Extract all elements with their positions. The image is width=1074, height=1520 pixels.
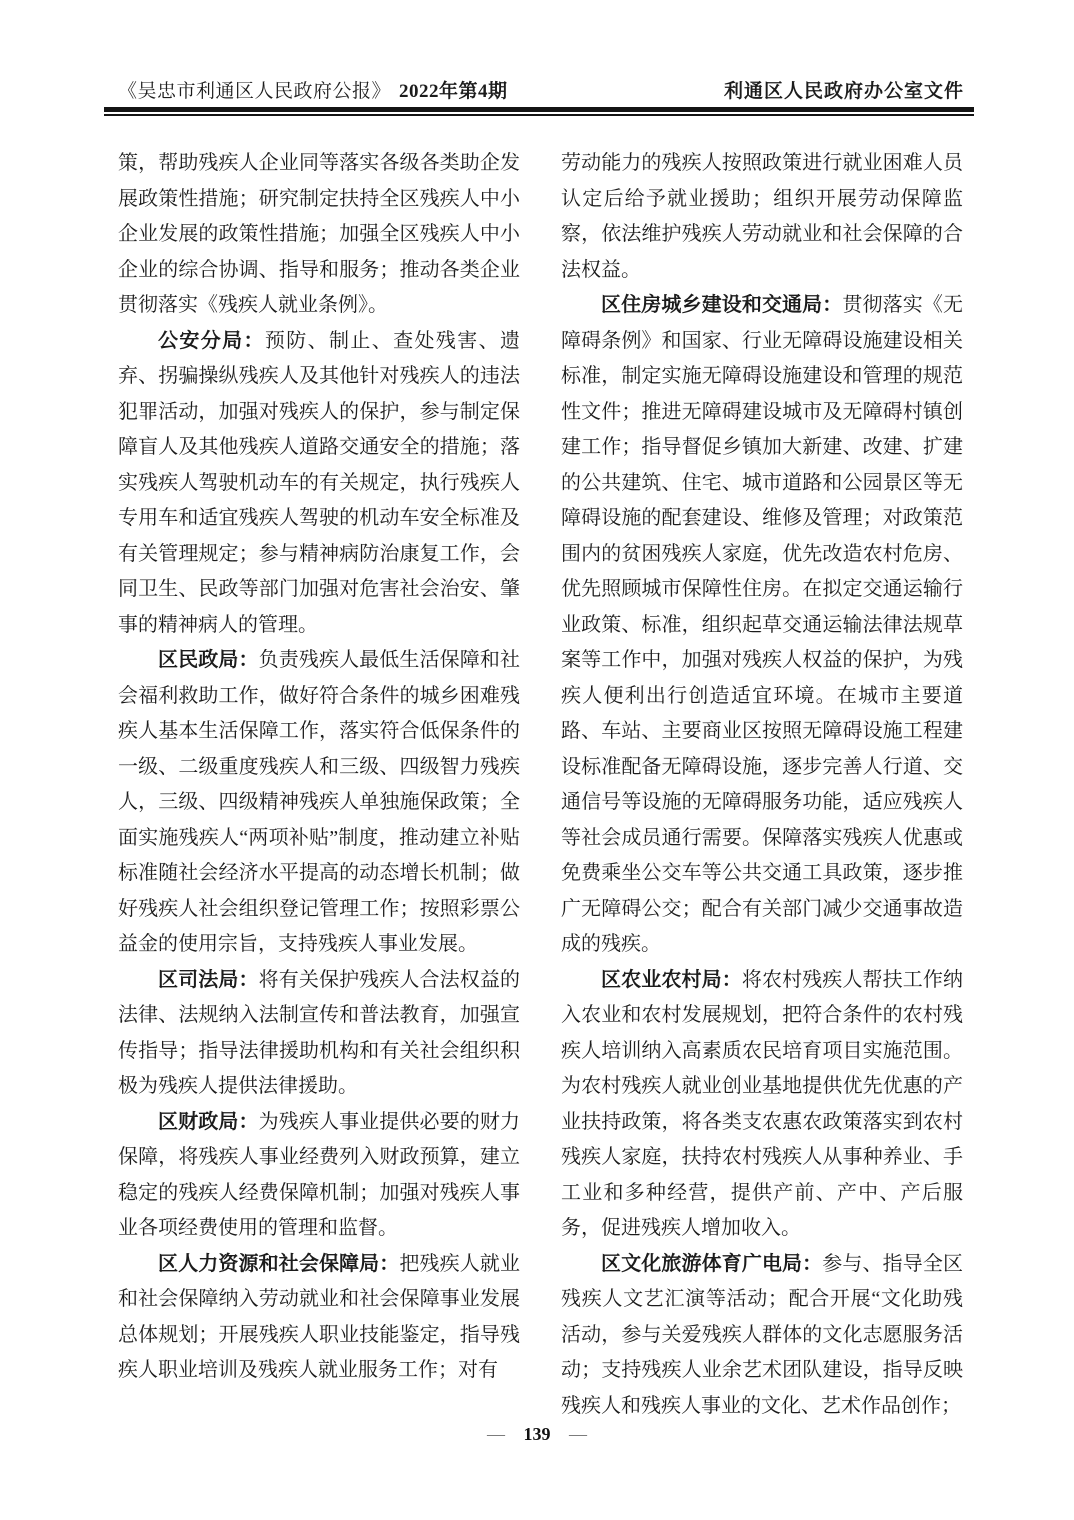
department-label: 区民政局： xyxy=(158,649,259,671)
paragraph-text: 负责残疾人最低生活保障和社会福利救助工作，做好符合条件的城乡困难残疾人基本生活保障工作，落实符合低保条件的一级、二级重度残疾人和三级、四级智力残疾人，三级、四级精神残疾人单独施保政策；全面实施残疾人“两项补贴”制度，推动建立补贴标准随社会经济水平提高的动态增长机制；做好残疾人社会组织登记管理工作；按照彩票公益金的使用宗旨，支持残疾人事业发展。 xyxy=(118,649,521,955)
footer-dash-right: — xyxy=(569,1424,587,1444)
footer-dash-left: — xyxy=(487,1424,505,1444)
paragraph-continuation xyxy=(118,146,520,324)
department-label: 区人力资源和社会保障局： xyxy=(158,1252,400,1275)
paragraph-text: 把残疾人就业和社会保障纳入劳动就业和社会保障事业发展总体规划；开展残疾人职业技能鉴定，指导残疾人职业培训及残疾人就业服务工作；对有 xyxy=(118,1252,521,1381)
paragraph-text: 将有关保护残疾人合法权益的法律、法规纳入法制宣传和普法教育，加强宣传指导；指导法律援助机构和有关社会组织积极为残疾人提供法律援助。 xyxy=(118,968,521,1097)
paragraph-public-security xyxy=(118,324,520,644)
document-body xyxy=(118,146,963,1424)
department-label: 公安分局： xyxy=(158,329,265,352)
paragraph-civil-affairs xyxy=(118,643,520,963)
paragraph-text: 策，帮助残疾人企业同等落实各级各类助企发展政策性措施；研究制定扶持全区残疾人中小企业发展的政策性措施；加强全区残疾人中小企业的综合协调、指导和服务；推动各类企业贯彻落实《残疾人就业条例》。 xyxy=(118,152,520,316)
header-rule-thin xyxy=(104,114,974,116)
paragraph-finance xyxy=(118,1105,520,1247)
header-rule xyxy=(104,107,974,116)
document-source: 利通区人民政府办公室文件 xyxy=(723,81,964,102)
paragraph-culture-tourism xyxy=(561,1247,963,1425)
department-label: 区住房城乡建设和交通局： xyxy=(601,294,843,316)
department-label: 区文化旅游体育广电局： xyxy=(601,1252,823,1275)
department-label: 区农业农村局： xyxy=(601,968,742,991)
paragraph-agriculture xyxy=(561,963,963,1247)
paragraph-text: 劳动能力的残疾人按照政策进行就业困难人员认定后给予就业援助；组织开展劳动保障监察，依法维护残疾人劳动就业和社会保障的合法权益。 xyxy=(561,152,963,281)
department-label: 区司法局： xyxy=(158,968,259,991)
paragraph-text: 为残疾人事业提供必要的财力保障，将残疾人事业经费列入财政预算，建立稳定的残疾人经费保障机制；加强对残疾人事业各项经费使用的管理和监督。 xyxy=(118,1110,521,1239)
right-column xyxy=(561,146,963,1424)
paragraph-text: 参与、指导全区残疾人文艺汇演等活动；配合开展“文化助残活动，参与关爱残疾人群体的文化志愿服务活动；支持残疾人业余艺术团队建设，指导反映残疾人和残疾人事业的文化、艺术作品创作； xyxy=(561,1252,964,1417)
left-column xyxy=(118,146,520,1424)
paragraph-text: 预防、制止、查处残害、遗弃、拐骗操纵残疾人及其他针对残疾人的违法犯罪活动，加强对残疾人的保护，参与制定保障盲人及其他残疾人道路交通安全的措施；落实残疾人驾驶机动车的有关规定，执行残疾人专用车和适宜残疾人驾驶的机动车安全标准及有关管理规定；参与精神病防治康复工作，会同卫生、民政等部门加强对危害社会治安、肇事的精神病人的管理。 xyxy=(118,329,520,636)
paragraph-text: 将农村残疾人帮扶工作纳入农业和农村发展规划，把符合条件的农村残疾人培训纳入高素质农民培育项目实施范围。为农村残疾人就业创业基地提供优先优惠的产业扶持政策，将各类支农惠农政策落实到农村残疾人家庭，扶持农村残疾人从事种养业、手工业和多种经营，提供产前、产中、产后服务，促进残疾人增加收入。 xyxy=(561,968,964,1239)
paragraph-housing-transport xyxy=(561,288,963,963)
page-header xyxy=(118,76,964,103)
header-left-group xyxy=(118,76,508,103)
department-label: 区财政局： xyxy=(158,1110,259,1133)
gazette-issue: 2022年第4期 xyxy=(399,81,508,102)
paragraph-continuation xyxy=(561,146,963,288)
paragraph-text: 贯彻落实《无障碍条例》和国家、行业无障碍设施建设相关标准，制定实施无障碍设施建设和管理的规范性文件；推进无障碍建设城市及无障碍村镇创建工作；指导督促乡镇加大新建、改建、扩建的公共建筑、住宅、城市道路和公园景区等无障碍设施的配套建设、维修及管理；对政策范围内的贫困残疾人家庭，优先改造农村危房、优先照顾城市保障性住房。在拟定交通运输行业政策、标准，组织起草交通运输法律法规草案等工作中，加强对残疾人权益的保护，为残疾人便利出行创造适宜环境。在城市主要道路、车站、主要商业区按照无障碍设施工程建设标准配备无障碍设施，逐步完善人行道、交通信号等设施的无障碍服务功能，适应残疾人等社会成员通行需要。保障落实残疾人优惠或免费乘坐公交车等公共交通工具政策，逐步推广无障碍公交；配合有关部门减少交通事故造成的残疾。 xyxy=(561,294,964,955)
page-number: 139 xyxy=(523,1424,551,1444)
header-rule-thick xyxy=(104,107,974,112)
gazette-title: 《吴忠市利通区人民政府公报》 xyxy=(118,81,392,102)
paragraph-justice xyxy=(118,963,520,1105)
page-footer xyxy=(0,1424,1074,1445)
paragraph-human-resources xyxy=(118,1247,520,1389)
